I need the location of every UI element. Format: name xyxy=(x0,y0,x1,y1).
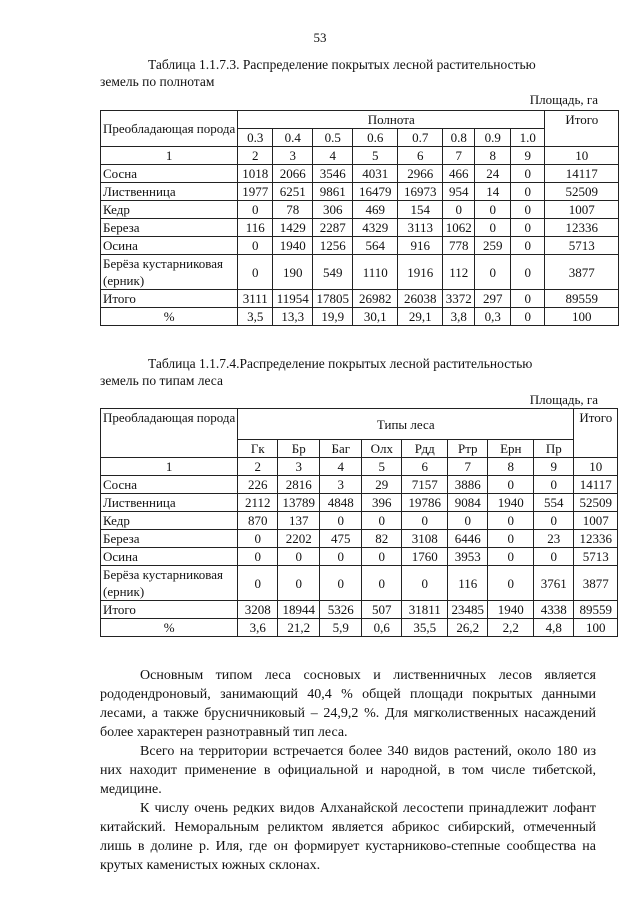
table2-col-number: 4 xyxy=(320,458,362,476)
table1-col-header: 0.5 xyxy=(313,129,353,147)
table-cell: 13789 xyxy=(278,494,320,512)
table-cell: 507 xyxy=(362,601,402,619)
table-cell: 0 xyxy=(238,201,273,219)
table-cell: 259 xyxy=(475,237,511,255)
row-label: Береза xyxy=(101,219,238,237)
table-cell: 1062 xyxy=(443,219,475,237)
table-row xyxy=(101,530,618,548)
table2-header-species: Преобладающая порода xyxy=(101,409,238,458)
table-cell: 26,2 xyxy=(448,619,488,637)
table-cell: 0 xyxy=(443,201,475,219)
table-cell: 0 xyxy=(511,308,545,326)
table-cell: 3953 xyxy=(448,548,488,566)
table2-header-group: Типы леса xyxy=(238,409,574,440)
table2-col-number: 10 xyxy=(574,458,618,476)
table-row xyxy=(101,255,619,290)
table-cell: 0 xyxy=(448,512,488,530)
table-cell: 5713 xyxy=(574,548,618,566)
table-cell: 190 xyxy=(273,255,313,290)
table-cell: 5,9 xyxy=(320,619,362,637)
table-cell: 21,2 xyxy=(278,619,320,637)
table-cell: 5326 xyxy=(320,601,362,619)
table-cell: 0 xyxy=(402,512,448,530)
row-label: Берёза кустарниковая (ерник) xyxy=(101,566,238,601)
table2-units: Площадь, га xyxy=(529,392,598,407)
table2-col-number: 8 xyxy=(488,458,534,476)
table-row xyxy=(101,308,619,326)
table2-col-header: Гк xyxy=(238,440,278,458)
table-cell: 0 xyxy=(278,566,320,601)
table-cell: 0 xyxy=(511,255,545,290)
table-cell: 954 xyxy=(443,183,475,201)
table-row xyxy=(101,601,618,619)
table-cell: 3877 xyxy=(574,566,618,601)
table-cell: 1916 xyxy=(398,255,443,290)
table2 xyxy=(100,408,618,637)
table-cell: 23485 xyxy=(448,601,488,619)
table-cell: 0 xyxy=(402,566,448,601)
table-row xyxy=(101,237,619,255)
table-cell: 0 xyxy=(238,548,278,566)
table1-col-number: 5 xyxy=(353,147,398,165)
table-cell: 0 xyxy=(362,512,402,530)
table-cell: 3113 xyxy=(398,219,443,237)
table-cell: 17805 xyxy=(313,290,353,308)
table2-col-number: 2 xyxy=(238,458,278,476)
table-cell: 29,1 xyxy=(398,308,443,326)
table-cell: 4338 xyxy=(534,601,574,619)
table-cell: 870 xyxy=(238,512,278,530)
table1-caption-line2: земель по полнотам xyxy=(100,74,215,89)
table-cell: 137 xyxy=(278,512,320,530)
table-cell: 18944 xyxy=(278,601,320,619)
table-cell: 12336 xyxy=(574,530,618,548)
table-cell: 14 xyxy=(475,183,511,201)
paragraph: Всего на территории встречается более 340 видов растений, около 180 из них находит применение в официальной и народной, в том числе тибетской, медицине. xyxy=(100,744,596,797)
table-cell: 0 xyxy=(362,566,402,601)
table2-col-header: Баг xyxy=(320,440,362,458)
row-label: Берёза кустарниковая (ерник) xyxy=(101,255,238,290)
table-cell: 3108 xyxy=(402,530,448,548)
table-cell: 0 xyxy=(511,237,545,255)
row-label: % xyxy=(101,308,238,326)
table-cell: 6446 xyxy=(448,530,488,548)
table-cell: 916 xyxy=(398,237,443,255)
table-row xyxy=(101,512,618,530)
table1-col-number: 3 xyxy=(273,147,313,165)
table1-col-header: 0.3 xyxy=(238,129,273,147)
table1-header-group: Полнота xyxy=(238,111,545,129)
table-cell: 19786 xyxy=(402,494,448,512)
table-cell: 0 xyxy=(320,566,362,601)
table-row xyxy=(101,165,619,183)
table2-col-header: Пр xyxy=(534,440,574,458)
table-cell: 0 xyxy=(475,255,511,290)
table-cell: 306 xyxy=(313,201,353,219)
table1-header-total: Итого xyxy=(545,111,619,147)
table1-col-header: 0.9 xyxy=(475,129,511,147)
table1-col-number: 6 xyxy=(398,147,443,165)
table-cell: 2112 xyxy=(238,494,278,512)
table-cell: 112 xyxy=(443,255,475,290)
table-cell: 0 xyxy=(238,530,278,548)
table2-header-total: Итого xyxy=(574,409,618,458)
row-label: Осина xyxy=(101,237,238,255)
table1-col-number: 9 xyxy=(511,147,545,165)
table1-header-species: Преобладающая порода xyxy=(101,111,238,147)
table2-col-header: Олх xyxy=(362,440,402,458)
table1-col-number: 8 xyxy=(475,147,511,165)
table-cell: 0 xyxy=(488,548,534,566)
table1-col-header: 0.8 xyxy=(443,129,475,147)
row-label: Лиственница xyxy=(101,494,238,512)
table-cell: 0,6 xyxy=(362,619,402,637)
row-label: Кедр xyxy=(101,512,238,530)
row-label: Кедр xyxy=(101,201,238,219)
table-cell: 1110 xyxy=(353,255,398,290)
row-label: % xyxy=(101,619,238,637)
table-cell: 0 xyxy=(238,255,273,290)
table1-col-number: 2 xyxy=(238,147,273,165)
table-cell: 4848 xyxy=(320,494,362,512)
table-cell: 3546 xyxy=(313,165,353,183)
table-cell: 3372 xyxy=(443,290,475,308)
table-cell: 0 xyxy=(511,183,545,201)
table-cell: 4,8 xyxy=(534,619,574,637)
table1-caption-line1: Таблица 1.1.7.3. Распределение покрытых лесной растительностью xyxy=(148,57,536,72)
paragraph: Основным типом леса сосновых и лиственничных лесов является рододендроновый, занимающий 40,4 % общей площади покрытых данными лесами, а также брусничниковый – 24,9,2 %. Для мягколиственных насаждений более характерен разнотравный тип леса. xyxy=(100,668,596,740)
table-cell: 4031 xyxy=(353,165,398,183)
table-cell: 1940 xyxy=(273,237,313,255)
table-cell: 297 xyxy=(475,290,511,308)
table-cell: 6251 xyxy=(273,183,313,201)
table-row xyxy=(101,290,619,308)
table-cell: 1760 xyxy=(402,548,448,566)
table-cell: 2202 xyxy=(278,530,320,548)
table1-col-header: 0.6 xyxy=(353,129,398,147)
row-label: Лиственница xyxy=(101,183,238,201)
table2-col-number: 7 xyxy=(448,458,488,476)
table2-col-number: 5 xyxy=(362,458,402,476)
row-label: Итого xyxy=(101,601,238,619)
table-cell: 11954 xyxy=(273,290,313,308)
table-cell: 0 xyxy=(278,548,320,566)
row-label: Береза xyxy=(101,530,238,548)
table-cell: 564 xyxy=(353,237,398,255)
table-cell: 154 xyxy=(398,201,443,219)
table-cell: 2816 xyxy=(278,476,320,494)
table-cell: 7157 xyxy=(402,476,448,494)
table-cell: 52509 xyxy=(545,183,619,201)
table-cell: 78 xyxy=(273,201,313,219)
table-cell: 0 xyxy=(488,512,534,530)
table-cell: 0 xyxy=(362,548,402,566)
table-cell: 3761 xyxy=(534,566,574,601)
table-cell: 1007 xyxy=(545,201,619,219)
table2-col-header: Бр xyxy=(278,440,320,458)
table-cell: 0 xyxy=(534,548,574,566)
table2-col-header: Ртр xyxy=(448,440,488,458)
table2-col-number: 3 xyxy=(278,458,320,476)
table1 xyxy=(100,110,619,326)
table-row xyxy=(101,566,618,601)
table-cell: 0 xyxy=(488,566,534,601)
table-cell: 35,5 xyxy=(402,619,448,637)
table2-caption-line2: земель по типам леса xyxy=(100,373,223,388)
table-cell: 3208 xyxy=(238,601,278,619)
page-number: 53 xyxy=(313,30,327,45)
table-cell: 30,1 xyxy=(353,308,398,326)
row-label: Итого xyxy=(101,290,238,308)
table-cell: 82 xyxy=(362,530,402,548)
table-cell: 469 xyxy=(353,201,398,219)
table-row xyxy=(101,494,618,512)
table-cell: 13,3 xyxy=(273,308,313,326)
table1-col-number: 1 xyxy=(101,147,238,165)
table-cell: 3111 xyxy=(238,290,273,308)
table1-units: Площадь, га xyxy=(529,92,598,107)
table-cell: 1007 xyxy=(574,512,618,530)
table-cell: 12336 xyxy=(545,219,619,237)
table-cell: 0 xyxy=(475,201,511,219)
table2-caption-line1: Таблица 1.1.7.4.Распределение покрытых лесной растительностью xyxy=(148,356,533,371)
table-cell: 0,3 xyxy=(475,308,511,326)
table-cell: 0 xyxy=(488,476,534,494)
table-cell: 2966 xyxy=(398,165,443,183)
table-cell: 396 xyxy=(362,494,402,512)
table1-col-number: 10 xyxy=(545,147,619,165)
table-cell: 778 xyxy=(443,237,475,255)
table-cell: 14117 xyxy=(545,165,619,183)
table-row xyxy=(101,619,618,637)
table-cell: 1940 xyxy=(488,494,534,512)
table-cell: 466 xyxy=(443,165,475,183)
table-cell: 26038 xyxy=(398,290,443,308)
table-cell: 0 xyxy=(488,530,534,548)
table-cell: 14117 xyxy=(574,476,618,494)
table-cell: 549 xyxy=(313,255,353,290)
table-cell: 9861 xyxy=(313,183,353,201)
table-cell: 1256 xyxy=(313,237,353,255)
table-cell: 23 xyxy=(534,530,574,548)
row-label: Сосна xyxy=(101,476,238,494)
table-row xyxy=(101,548,618,566)
table-cell: 2,2 xyxy=(488,619,534,637)
table1-caption xyxy=(100,56,600,90)
table-cell: 3877 xyxy=(545,255,619,290)
table-cell: 0 xyxy=(238,566,278,601)
table-cell: 29 xyxy=(362,476,402,494)
table-cell: 9084 xyxy=(448,494,488,512)
table-cell: 3,5 xyxy=(238,308,273,326)
table-cell: 0 xyxy=(534,512,574,530)
table-cell: 0 xyxy=(511,165,545,183)
table-cell: 0 xyxy=(534,476,574,494)
table-cell: 0 xyxy=(238,237,273,255)
table-cell: 19,9 xyxy=(313,308,353,326)
table-cell: 0 xyxy=(320,512,362,530)
table-cell: 0 xyxy=(511,201,545,219)
table-cell: 0 xyxy=(511,290,545,308)
table2-col-number: 6 xyxy=(402,458,448,476)
paragraph: К числу очень редких видов Алханайской лесостепи принадлежит лофант китайский. Неморальным реликтом является абрикос сибирский, отмеченный лишь в долине р. Иля, где он формирует кустарниково-степные сообщества на крутых каменистых южных склонах. xyxy=(100,801,596,873)
table1-col-number: 7 xyxy=(443,147,475,165)
table-cell: 0 xyxy=(320,548,362,566)
table2-col-header: Рдд xyxy=(402,440,448,458)
table-cell: 16479 xyxy=(353,183,398,201)
table-cell: 100 xyxy=(545,308,619,326)
table-cell: 52509 xyxy=(574,494,618,512)
table-cell: 116 xyxy=(238,219,273,237)
table1-col-header: 0.7 xyxy=(398,129,443,147)
table-cell: 1940 xyxy=(488,601,534,619)
row-label: Осина xyxy=(101,548,238,566)
table2-col-header: Ерн xyxy=(488,440,534,458)
table-cell: 24 xyxy=(475,165,511,183)
table-row xyxy=(101,219,619,237)
table2-caption xyxy=(100,355,600,389)
table-cell: 89559 xyxy=(574,601,618,619)
table-cell: 31811 xyxy=(402,601,448,619)
table1-col-header: 1.0 xyxy=(511,129,545,147)
table-cell: 5713 xyxy=(545,237,619,255)
table-cell: 3886 xyxy=(448,476,488,494)
row-label: Сосна xyxy=(101,165,238,183)
table-cell: 26982 xyxy=(353,290,398,308)
table-cell: 3 xyxy=(320,476,362,494)
table-cell: 3,6 xyxy=(238,619,278,637)
table2-col-number: 1 xyxy=(101,458,238,476)
table-cell: 554 xyxy=(534,494,574,512)
table-cell: 0 xyxy=(511,219,545,237)
table-cell: 2287 xyxy=(313,219,353,237)
table-cell: 1977 xyxy=(238,183,273,201)
table-cell: 4329 xyxy=(353,219,398,237)
table-cell: 0 xyxy=(475,219,511,237)
table-cell: 116 xyxy=(448,566,488,601)
table-row xyxy=(101,201,619,219)
body-text xyxy=(100,666,596,875)
table-cell: 226 xyxy=(238,476,278,494)
table1-col-number: 4 xyxy=(313,147,353,165)
table-cell: 1429 xyxy=(273,219,313,237)
table-cell: 2066 xyxy=(273,165,313,183)
table-cell: 100 xyxy=(574,619,618,637)
table-cell: 475 xyxy=(320,530,362,548)
table-cell: 3,8 xyxy=(443,308,475,326)
table-row xyxy=(101,476,618,494)
table-row xyxy=(101,183,619,201)
table-cell: 89559 xyxy=(545,290,619,308)
table-cell: 1018 xyxy=(238,165,273,183)
table2-col-number: 9 xyxy=(534,458,574,476)
table1-col-header: 0.4 xyxy=(273,129,313,147)
table-cell: 16973 xyxy=(398,183,443,201)
